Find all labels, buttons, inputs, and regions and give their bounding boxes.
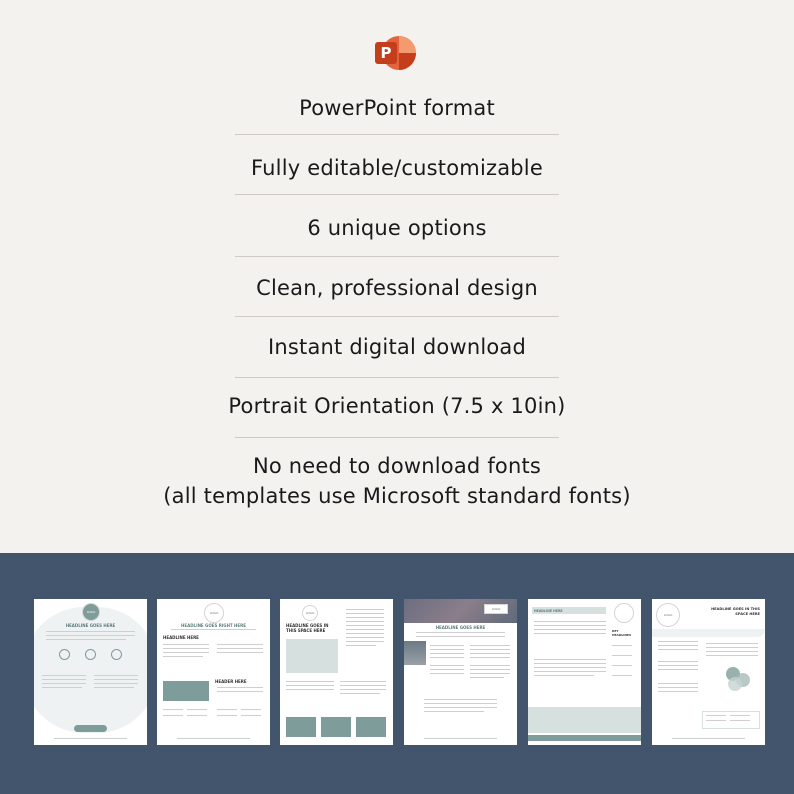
template-headline: HEADLINE GOES HERE: [65, 623, 116, 628]
feature-download: Instant digital download: [267, 335, 527, 359]
template-preview-6: [652, 599, 765, 745]
template-preview-strip: [0, 553, 794, 794]
template-preview-2: [157, 599, 270, 745]
feature-fonts-note: (all templates use Microsoft standard fonts): [163, 484, 631, 508]
divider: [235, 377, 559, 378]
template-preview-3: [280, 599, 393, 745]
template-headline: HEADLINE GOES RIGHT HERE: [181, 623, 246, 628]
template-side-heading: KEY HEADLINES: [612, 629, 632, 637]
feature-design: Clean, professional design: [256, 276, 538, 300]
feature-options: 6 unique options: [307, 216, 487, 240]
template-preview-4: [404, 599, 517, 745]
template-preview-5: [528, 599, 641, 745]
template-subheadline: HEADER HERE: [215, 679, 247, 684]
powerpoint-icon: [373, 32, 417, 74]
logo-circle: LOGO: [82, 603, 100, 621]
feature-powerpoint-format: PowerPoint format: [299, 96, 495, 120]
feature-fonts: No need to download fonts: [252, 454, 542, 478]
template-headline: HEADLINE HERE: [534, 609, 563, 613]
template-preview-1: [34, 599, 147, 745]
logo-circle: LOGO: [204, 603, 224, 623]
feature-orientation: Portrait Orientation (7.5 x 10in): [228, 394, 566, 418]
divider: [235, 316, 559, 317]
template-headline: HEADLINE GOES IN THIS SPACE HERE: [711, 607, 760, 616]
logo-circle: LOGO: [302, 605, 318, 621]
divider: [235, 437, 559, 438]
divider: [235, 194, 559, 195]
template-subheadline: HEADLINE HERE: [163, 635, 199, 640]
svg-text:P: P: [380, 44, 392, 62]
template-headline: HEADLINE GOES IN THIS SPACE HERE: [286, 623, 329, 633]
logo-circle: LOGO: [656, 603, 680, 627]
divider: [235, 256, 559, 257]
feature-editable: Fully editable/customizable: [251, 156, 543, 180]
divider: [235, 134, 559, 135]
logo-box: LOGO: [484, 604, 508, 614]
template-headline: HEADLINE GOES HERE: [435, 625, 486, 630]
